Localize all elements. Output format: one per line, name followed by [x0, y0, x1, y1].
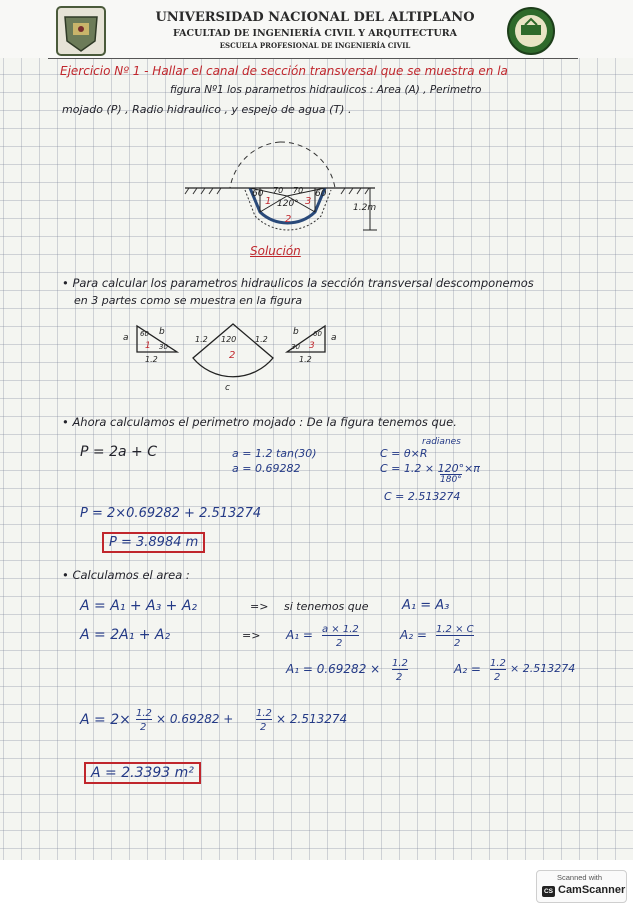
fig-angle-60-right: 60 [315, 189, 327, 199]
split-line-1: • Para calcular los parametros hidraulicos la sección transversal descomponemos [62, 276, 534, 290]
area-a1-value-den: 2 [396, 672, 403, 683]
area-a2-value-den: 2 [494, 672, 501, 683]
sector-radius-right: 1.2 [255, 335, 268, 344]
area-final-frac2-den: 2 [260, 722, 267, 733]
area-final-middle: × 0.69282 + [156, 712, 234, 726]
channel-cross-section-figure [175, 130, 405, 250]
t3-angle-30: 30 [291, 343, 300, 351]
fig-angle-70-right: 70 [293, 186, 304, 195]
school-name: ESCUELA PROFESIONAL DE INGENIERÍA CIVIL [219, 41, 411, 50]
perimeter-substitution: P = 2×0.69282 + 2.513274 [80, 506, 262, 521]
area-eq-1: A = A₁ + A₃ + A₂ [80, 598, 198, 614]
t3-side-a: a [331, 333, 337, 343]
t1-side-a: a [123, 333, 129, 343]
area-a1-lhs: A₁ = [286, 628, 313, 642]
fig-part-1: 1 [265, 196, 272, 207]
exercise-line-2: figura Nº1 los parametros hidraulicos : Area (A) , Perimetro [170, 84, 482, 96]
t3-side-b: b [293, 327, 299, 337]
area-final-end: × 2.513274 [276, 712, 348, 726]
perimeter-result: P = 3.8984 m [102, 532, 205, 553]
area-a1-den: 2 [336, 638, 343, 649]
sector-angle: 120 [221, 335, 237, 344]
area-a2-value-rest: × 2.513274 [510, 662, 576, 675]
t3-number: 3 [309, 341, 315, 351]
area-final-frac1-den: 2 [140, 722, 147, 733]
area-a2-value-num: 1.2 [490, 658, 506, 669]
camscanner-top-text: Scanned with [557, 873, 603, 882]
sector-radius-left: 1.2 [195, 335, 208, 344]
perimeter-c-step-1: C = θ×R [380, 447, 428, 460]
sector-number: 2 [229, 350, 236, 361]
area-final-start: A = 2× [80, 712, 131, 728]
area-a2-lhs: A₂ = [400, 628, 427, 642]
perimeter-formula: P = 2a + C [80, 444, 157, 460]
perimeter-a-step-1: a = 1.2 tan(30) [232, 447, 317, 460]
camscanner-name: CamScanner [558, 884, 626, 896]
perimeter-c-denominator: 180° [440, 475, 462, 485]
perimeter-c-step-2: C = 1.2 × 120°×π [380, 462, 480, 475]
area-condition-text: si tenemos que [284, 600, 369, 613]
area-eq-2: A = 2A₁ + A₂ [80, 627, 171, 643]
area-a2-value-lhs: A₂ = [454, 662, 481, 676]
civil-engineering-logo-icon [505, 5, 557, 57]
sector-arc: c [225, 383, 230, 393]
university-name: UNIVERSIDAD NACIONAL DEL ALTIPLANO [155, 10, 475, 25]
area-condition-eq: A₁ = A₃ [402, 598, 450, 613]
area-a2-den: 2 [454, 638, 461, 649]
area-arrow-1: => [250, 600, 269, 613]
t1-side-b: b [159, 327, 165, 337]
t3-angle-60: 60 [313, 330, 322, 338]
t1-base: 1.2 [145, 355, 158, 364]
perimeter-intro: • Ahora calculamos el perimetro mojado : De la figura tenemos que. [62, 415, 457, 429]
decomposition-figure [115, 318, 355, 393]
area-a1-num: a × 1.2 [322, 624, 359, 635]
exercise-line-1: Ejercicio Nº 1 - Hallar el canal de sección transversal que se muestra en la [60, 64, 508, 78]
camscanner-logo-icon: CS [543, 888, 554, 895]
fig-part-3: 3 [305, 196, 312, 207]
camscanner-watermark [536, 870, 627, 903]
solution-title: Solución [250, 244, 301, 258]
area-a2-num: 1.2 × C [436, 624, 474, 635]
area-final-frac2-num: 1.2 [256, 708, 272, 719]
fig-angle-120: 120° [277, 199, 299, 209]
fig-angle-70-left: 70 [273, 186, 284, 195]
area-a1-value-lhs: A₁ = 0.69282 × [286, 662, 381, 676]
split-line-2: en 3 partes como se muestra en la figura [74, 294, 303, 307]
t1-angle-60: 60 [140, 330, 149, 338]
faculty-name: FACULTAD DE INGENIERÍA CIVIL Y ARQUITECTURA [172, 28, 458, 39]
perimeter-c-step-3: C = 2.513274 [384, 490, 461, 503]
perimeter-radians-note: radianes [422, 437, 461, 447]
page-header [0, 0, 633, 58]
t1-angle-30: 30 [159, 343, 168, 351]
fig-part-2: 2 [285, 214, 292, 225]
university-seal-icon [55, 5, 107, 57]
fig-angle-60-left: 60 [252, 189, 264, 199]
exercise-line-3: mojado (P) , Radio hidraulico , y espejo de agua (T) . [62, 103, 352, 116]
area-intro: • Calculamos el area : [62, 568, 190, 582]
header-rule [48, 58, 578, 59]
perimeter-a-step-2: a = 0.69282 [232, 462, 301, 475]
t3-base: 1.2 [299, 355, 312, 364]
area-a1-value-num: 1.2 [392, 658, 408, 669]
area-result: A = 2.3393 m² [84, 762, 201, 784]
area-final-frac1-num: 1.2 [136, 708, 152, 719]
t1-number: 1 [145, 341, 151, 351]
fig-depth-label: 1.2m [353, 203, 377, 213]
area-arrow-2: => [242, 629, 261, 642]
